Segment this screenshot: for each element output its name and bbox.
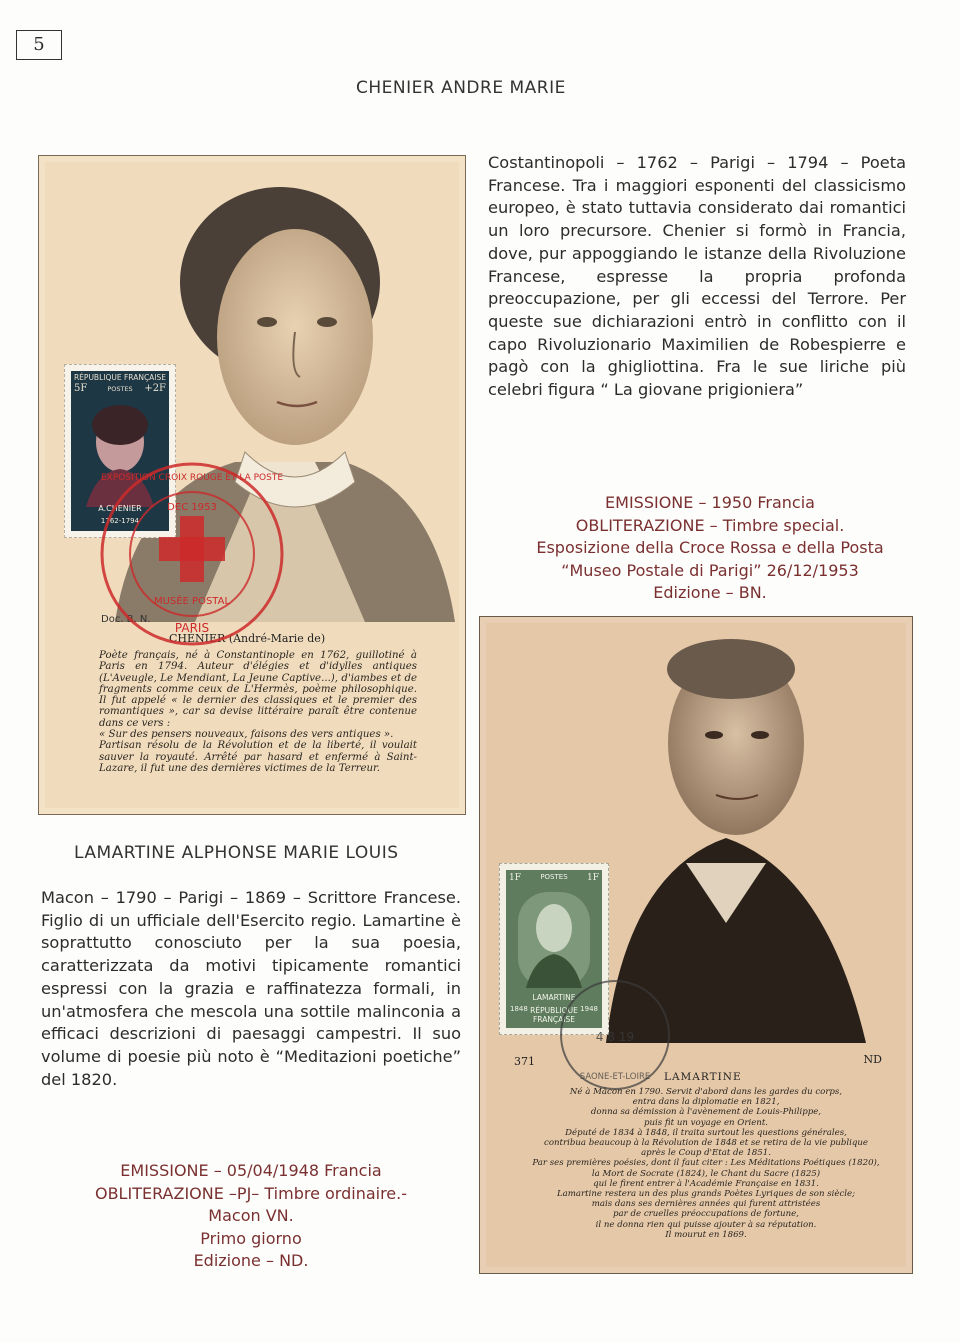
lamartine-emission-block <box>46 1160 456 1273</box>
stamp-value-left: 1F <box>509 873 521 883</box>
stamp-portrait <box>506 888 602 988</box>
edition-line: Edizione – BN. <box>653 583 767 602</box>
card-caption-text: Né à Mâcon en 1790. Servit d'abord dans les gardes du corps, entra dans la diplomatie en 1821, donna sa démission à l'avènement de Louis-Philippe, puis fit un voyage en Orient. Député de 1834 à 1848, il traita surtout les questions générales, contribua beaucoup à la Révolution de 1848 et se retira de la vie publique après le Coup d'Etat de 1851. Par ses premières poésies, dont il faut citer : Les Méditations Poétiques (1820), la Mort de Socrate (1824), le Chant du Sacre (1825) qui le firent entrer à l'Académie Française en 1831. Lamartine restera un des plus grands Poètes Lyriques de son siècle; mais dans ses dernières années qui furent attristées par de cruelles préoccupations de fortune, il ne donna rien qui puisse ajouter à sa réputation. Il mourut en 1869. <box>532 1087 880 1240</box>
postmark-museum: MUSÉE POSTAL <box>153 596 231 607</box>
exhibition-line: Esposizione della Croce Rossa e della Posta <box>536 538 884 557</box>
museum-date-line: “Museo Postale di Parigi” 26/12/1953 <box>561 560 859 580</box>
postmark-text: SAONE-ET-LOIRE <box>579 1072 651 1082</box>
stamp-years: 1762-1794 <box>100 517 140 525</box>
page-number: 5 <box>16 30 62 60</box>
first-day-line: Primo giorno <box>200 1228 302 1248</box>
chenier-title: CHENIER ANDRE MARIE <box>356 78 566 98</box>
stamp-postes: POSTES <box>107 385 133 393</box>
macon-postmark <box>555 975 675 1095</box>
postmark-city: PARIS <box>174 621 210 635</box>
lamartine-title: LAMARTINE ALPHONSE MARIE LOUIS <box>74 843 399 863</box>
stamp-country: RÉPUBLIQUE FRANÇAISE <box>530 1006 578 1024</box>
emission-line: EMISSIONE – 05/04/1948 Francia <box>120 1161 382 1180</box>
location-line: Macon VN. <box>208 1206 294 1225</box>
stamp-value-right: 1F <box>587 873 599 883</box>
edition-line: Edizione – ND. <box>193 1251 309 1270</box>
doc-source-label: Doc. B. N. <box>101 614 151 625</box>
postmark-ring-text: EXPOSITION CROIX ROUGE ET LA POSTE <box>101 473 283 483</box>
stamp-postes: POSTES <box>540 873 568 881</box>
postmark-date: DEC 1953 <box>167 502 217 513</box>
postmark-date: 4 8 19 <box>595 1030 635 1044</box>
card-caption-title: CHÉNIER (André-Marie de) <box>169 632 326 645</box>
red-cross-postmark <box>92 454 292 654</box>
lamartine-biography: Macon – 1790 – Parigi – 1869 – Scrittore Francese. Figlio di un ufficiale dell'Esercito regio. Lamartine è soprattutto conosciuto per la sua poesia, caratterizzata da motivi tipicamente romantici espressi con la grazia e raffinatezza formali, in un'atmosfera che mescola una sottile malinconia a efficaci descrizioni di paesaggi campestri. Il suo volume di poesie più noto è “Meditazioni poetiche” del 1820. <box>41 888 461 1089</box>
stamp-name: A.CHENIER <box>98 504 142 513</box>
chenier-biography: Costantinopoli – 1762 – Parigi – 1794 – Poeta Francese. Tra i maggiori esponenti del classicismo europeo, è stato tuttavia considerato dai romantici un loro precursore. Chenier si formò in Francia, dove, pur appoggiando le istanze della Rivoluzione Francese, espresse la propria profonda preoccupazione, per gli eccessi del Terrore. Per queste sue dichiarazioni entrò in conflitto con il capo Rivoluzionario Maximilien de Robespierre e pagò con la ghigliottina. Fra le sue liriche più celebri figura “ La giovane prigioniera” <box>488 153 906 400</box>
card-edition-mark: ND <box>863 1053 882 1066</box>
card-number: 371 <box>514 1055 535 1068</box>
chenier-emission-block <box>500 492 920 605</box>
stamp-name: LAMARTINE <box>532 993 576 1002</box>
emission-line: EMISSIONE – 1950 Francia <box>605 493 815 512</box>
card-caption-title: LAMARTINE <box>664 1071 742 1083</box>
obliteration-line: OBLITERAZIONE –PJ– Timbre ordinaire.- <box>94 1183 408 1203</box>
stamp-year-right: 1948 <box>580 1005 598 1013</box>
stamp-country: RÉPUBLIQUE FRANÇAISE <box>73 373 167 382</box>
stamp-year-left: 1848 <box>510 1005 528 1013</box>
stamp-value-right: +2F <box>144 383 166 394</box>
card-caption-text: Poète français, né à Constantinople en 1762, guillotiné à Paris en 1794. Auteur d'élégies et d'idylles antiques (L'Aveugle, Le Mendiant, La Jeune Captive...), d'iambes et de fragments comme ceux de L'Hermès, poème philosophique. Il fut appelé « le dernier des classiques et le premier des romantiques », car sa devise littéraire paraît être contenue dans ce vers : « Sur des pensers nouveaux, faisons des vers antiques ». Partisan résolu de la Révolution et de la liberté, il voulait sauver la royauté. Arrêté par hasard et enfermé à Saint-Lazare, il fut une des dernières victimes de la Terreur. <box>99 650 417 774</box>
obliteration-line: OBLITERAZIONE – Timbre special. <box>575 515 845 535</box>
stamp-value-left: 5F <box>74 383 88 394</box>
